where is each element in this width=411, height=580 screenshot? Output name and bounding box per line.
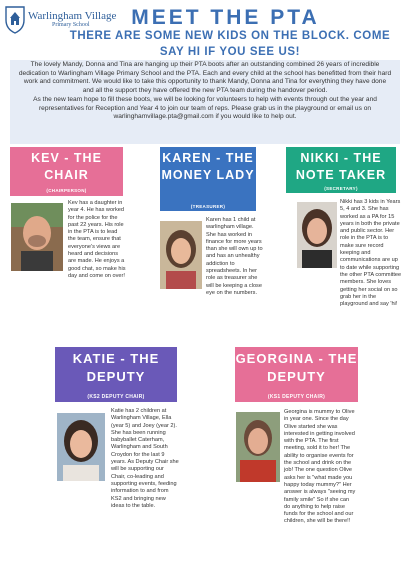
nikki-card-header	[286, 147, 396, 193]
kev-title: KEV - THE CHAIR	[31, 151, 102, 182]
kev-bio: Kev has a daughter in year 4. He has worked for the police for the past 22 years. His role in the PTA is to lead the team, ensure that everyone's views are heard and decisions are made. He enjoys a good chat, so make his day and come on over!	[68, 200, 126, 279]
nikki-role: (SECRETARY)	[324, 186, 358, 191]
georgina-bio: Georgina is mummy to Olive in year one. Since the day Olive started she was interested in getting involved with the PTA. The first meeting, sold it to her! The ability to organise events for the school and drink on the job! The one question Olive asks her is "what made you happy today mummy?" Her answer is always "seeing my family smile" So if she can do anything to help raise funds for the school and our children, she will be there!!	[284, 409, 356, 525]
nikki-photo	[297, 202, 337, 268]
karen-title: KAREN - THE MONEY LADY	[161, 151, 255, 182]
karen-photo	[160, 221, 202, 289]
intro-panel	[10, 60, 400, 144]
school-subtitle: Primary School	[52, 22, 90, 28]
katie-bio: Katie has 2 children at Warlingham Village, Ella (year 5) and Joey (year 2). She has been running babyballet Caterham, Warlingham and South Croydon for the last 9 years. As Deputy Chair she will be supporting our Chair, co-leading and supporting events, feeding information to and from KS2 and bringing new ideas to the table.	[111, 408, 179, 509]
georgina-card-header	[235, 347, 358, 402]
katie-card-header	[55, 347, 177, 402]
georgina-portrait-icon	[236, 412, 280, 482]
page-subtitle-line2: SAY HI IF YOU SEE US!	[159, 46, 301, 58]
kev-portrait-icon	[11, 203, 63, 271]
kev-card-header	[10, 147, 123, 196]
nikki-title: NIKKI - THE NOTE TAKER	[295, 151, 387, 182]
nikki-bio: Nikki has 3 kids in Years 5, 4 and 3. She has worked as a PA for 15 years in both the private and public sector. Her role in the PTA is to make sure record keeping and communications are up to date while supporting the other PTA committee members. She loves getting her social on so grab her in the playground and say 'hi!	[340, 199, 402, 308]
page-subtitle-line1: THERE ARE SOME NEW KIDS ON THE BLOCK. COME	[69, 30, 391, 42]
page-title	[0, 6, 411, 30]
page-title-text: MEET THE PTA	[131, 6, 320, 29]
kev-role: (CHAIRPERSON)	[46, 188, 87, 193]
katie-title: KATIE - THE DEPUTY	[72, 351, 160, 384]
intro-paragraph-1: The lovely Mandy, Donna and Tina are hanging up their PTA boots after an outstanding combined 26 years of incredible dedication to Warlingham Village Primary School and the PTA. Each and every child at the school has benefitted from their hard work and commitment. We would like to take this opportunity to thank Mandy, Donna and Tina for everything they have done and all the support they have offered the new PTA team during the handover period.	[18, 61, 392, 94]
kev-photo	[11, 203, 63, 271]
karen-card-header	[160, 147, 256, 211]
nikki-portrait-icon	[297, 202, 337, 268]
karen-role: (TREASURER)	[190, 204, 226, 209]
georgina-photo	[236, 412, 280, 482]
georgina-role: (KS1 DEPUTY CHAIR)	[267, 394, 326, 400]
school-name: Warlingham Village	[28, 10, 117, 22]
katie-photo	[57, 413, 105, 481]
karen-bio: Karen has 1 child at warlingham village. She has worked in finance for more years than she will own up to and has an unhealthy addiction to spreadsheets. In her role as treasurer she will be keeping a close eye on the numbers.	[206, 217, 263, 296]
karen-portrait-icon	[160, 221, 202, 289]
katie-portrait-icon	[57, 413, 105, 481]
intro-paragraph-2: As the new team hope to fill these boots, we will be looking for volunteers to help with events through out the year and representatives for Reception and Year 4 to join our team of reps. Please grab us in the playground or email us on warlinghamvillage.pta@gmail.com if you would like to help out.	[33, 96, 377, 120]
katie-role: (KS2 DEPUTY CHAIR)	[87, 394, 145, 400]
georgina-title: GEORGINA - THE DEPUTY	[235, 351, 358, 384]
